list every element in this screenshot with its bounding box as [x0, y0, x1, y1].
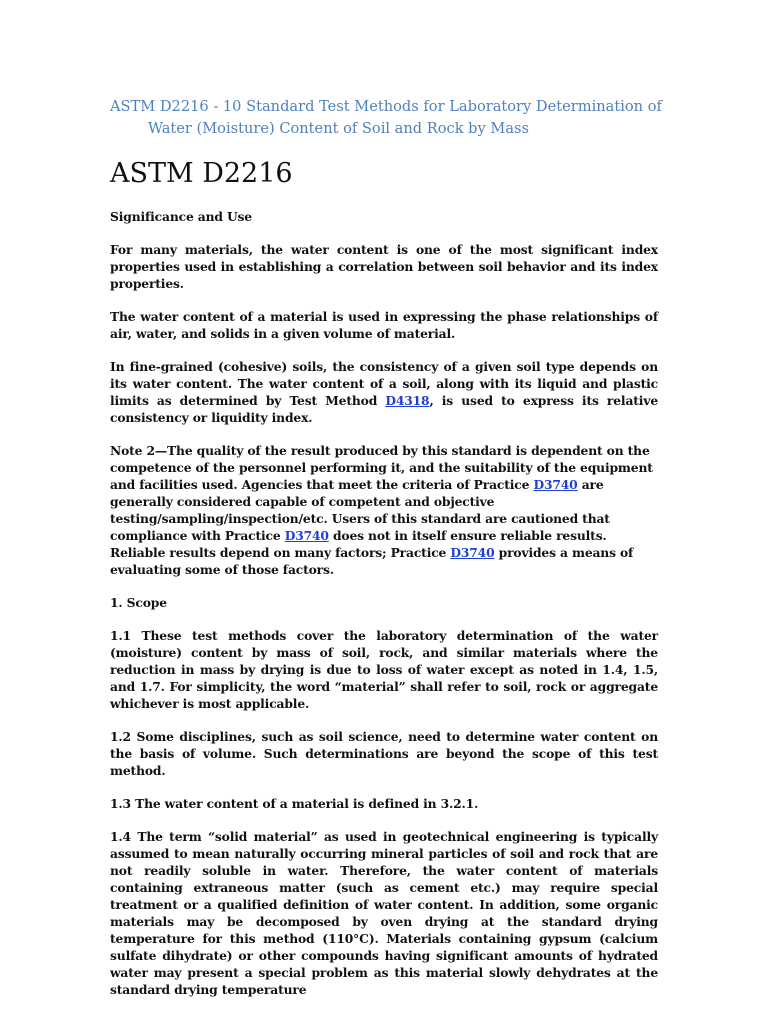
paragraph-3-text-a: In fine-grained (cohesive) soils, the consistency of a given soil type depends on its water content. The water content of a soil, along with its liquid and plastic limits as determined by Test Method: [110, 359, 658, 408]
note-2-text-d: provides a means of evaluating some of those factors.: [110, 545, 634, 577]
paragraph-1-3: 1.3 The water content of a material is defined in 3.2.1.: [110, 796, 479, 811]
paragraph-2: The water content of a material is used in expressing the phase relationships of air, water, and solids in a given volume of material.: [110, 309, 658, 341]
heading-line-2: Water (Moisture) Content of Soil and Rock by Mass: [148, 120, 530, 137]
note-2-text-a: Note 2—The quality of the result produced by this standard is dependent on the competence of the personnel performing it, and the suitability of the equipment and facilities used. Agencies that meet the criteria of Practice: [110, 443, 653, 492]
section-heading-significance: Significance and Use: [110, 209, 252, 224]
section-heading-scope: 1. Scope: [110, 595, 167, 610]
note-2-text-c: does not in itself ensure reliable results. Reliable results depend on many factors; Practice: [110, 528, 607, 560]
link-d3740-3[interactable]: D3740: [450, 545, 495, 560]
paragraph-1-4: 1.4 The term “solid material” as used in geotechnical engineering is typically assumed to mean naturally occurring mineral particles of soil and rock that are not readily soluble in water. Therefore, the water content of materials containing extraneous matter (such as cement etc.) may require special treatment or a qualified definition of water content. In addition, some organic materials may be decomposed by oven drying at the standard drying temperature for this method (110°C). Materials containing gypsum (calcium sulfate dihydrate) or other compounds having significant amounts of hydrated water may present a special problem as this material slowly dehydrates at the standard drying temperature: [110, 829, 658, 997]
paragraph-3-text-b: , is used to express its relative consistency or liquidity index.: [110, 393, 658, 425]
link-d4318[interactable]: D4318: [385, 393, 430, 408]
paragraph-1-1: 1.1 These test methods cover the laboratory determination of the water (moisture) content by mass of soil, rock, and similar materials where the reduction in mass by drying is due to loss of water except as noted in 1.4, 1.5, and 1.7. For simplicity, the word “material” shall refer to soil, rock or aggregate whichever is most applicable.: [110, 628, 658, 711]
page-title: ASTM D2216: [110, 158, 293, 189]
paragraph-3: [110, 358, 658, 426]
note-2-text-b: are generally considered capable of competent and objective testing/sampling/inspection/etc. Users of this standard are cautioned that compliance with Practice: [110, 477, 610, 543]
link-d3740-1[interactable]: D3740: [533, 477, 578, 492]
link-d3740-2[interactable]: D3740: [284, 528, 329, 543]
paragraph-1: For many materials, the water content is one of the most significant index properties used in establishing a correlation between soil behavior and its index properties.: [110, 242, 658, 291]
heading-line-1: ASTM D2216 - 10 Standard Test Methods for Laboratory Determination of: [110, 98, 662, 115]
document-body: [110, 208, 658, 1014]
note-2-paragraph: [110, 442, 658, 578]
paragraph-1-2: 1.2 Some disciplines, such as soil science, need to determine water content on the basis of volume. Such determinations are beyond the scope of this test method.: [110, 729, 658, 778]
document-heading: [110, 96, 670, 140]
